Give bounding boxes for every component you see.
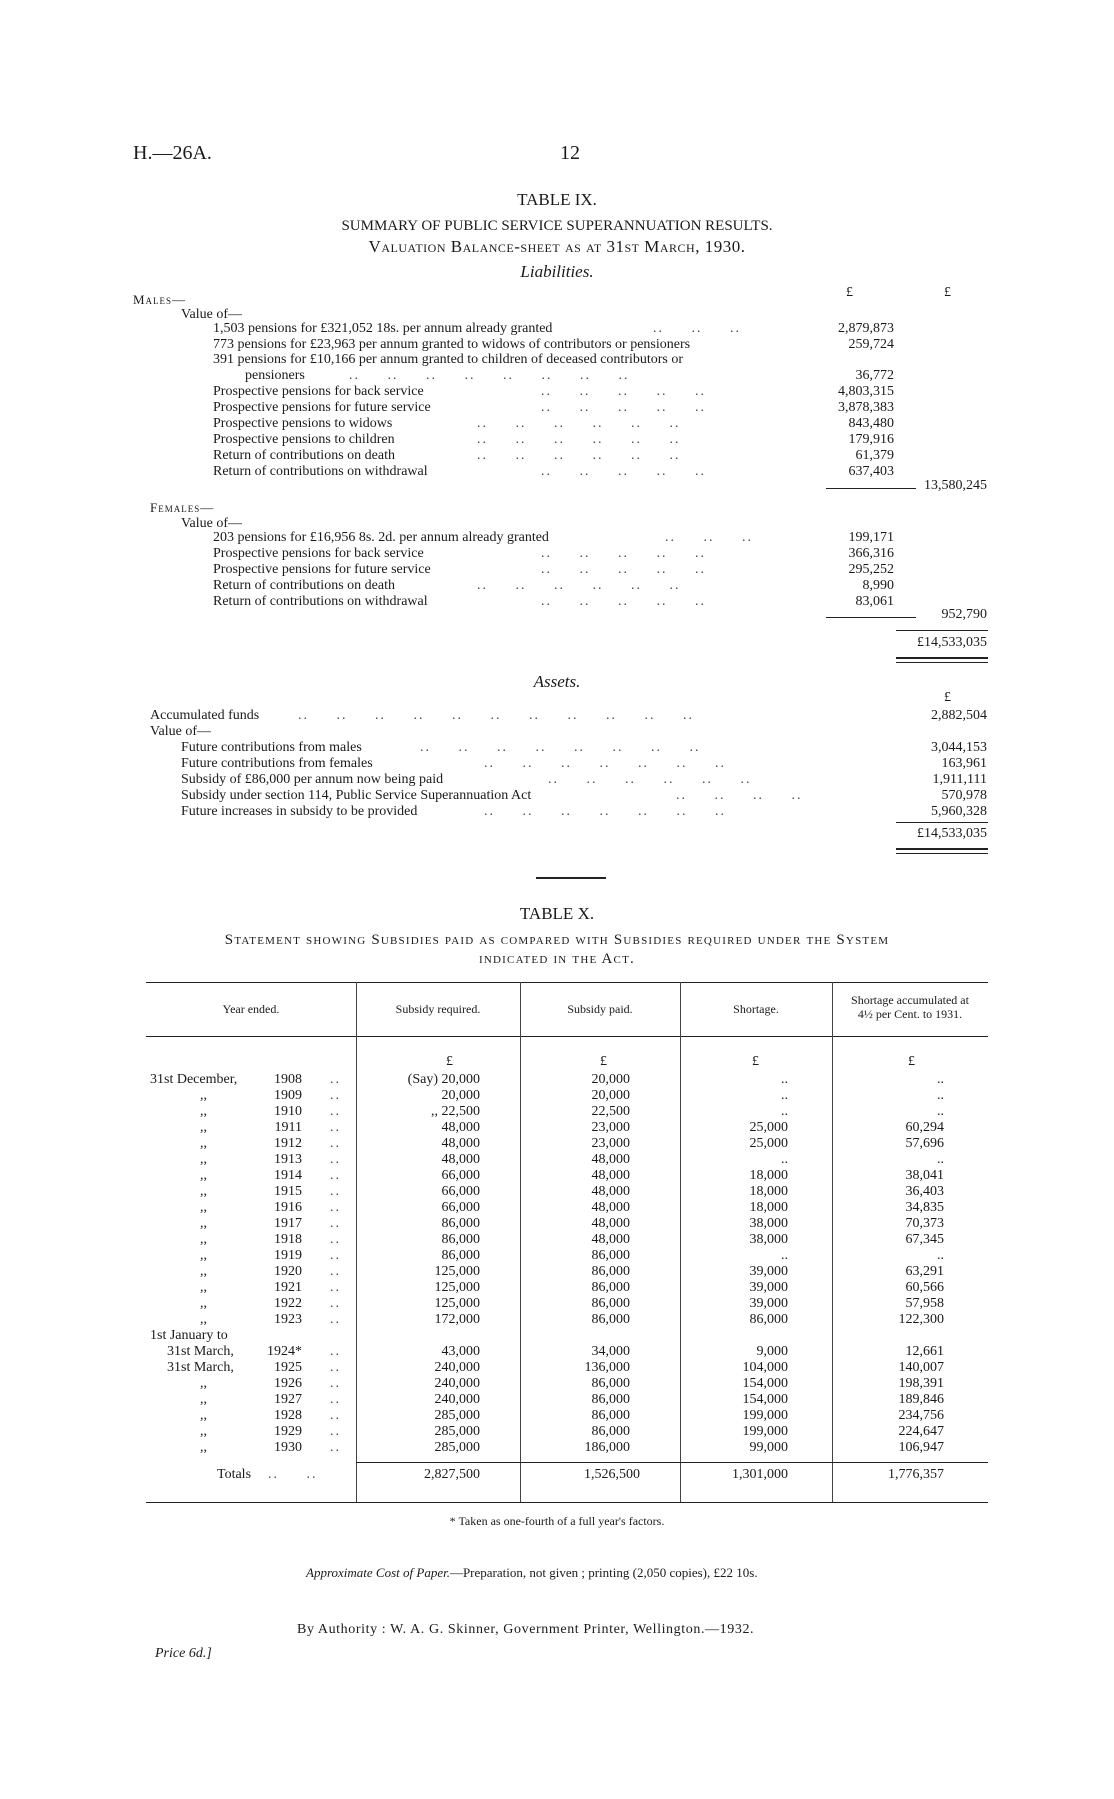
value-of-label: Value of— bbox=[150, 724, 212, 739]
subsidy-paid: 48,000 bbox=[591, 1152, 630, 1167]
year-value: 1922 bbox=[274, 1296, 302, 1311]
column-header-accumulated-rate: 4½ per Cent. to 1931. bbox=[857, 1007, 963, 1021]
females-liability-row bbox=[0, 530, 1114, 546]
subsidy-required: 48,000 bbox=[441, 1120, 480, 1135]
leader-dots: .. .. .. .. .. bbox=[541, 400, 706, 415]
leader-dots: .. .. .. .. .. .. bbox=[477, 416, 681, 431]
row-value: 2,879,873 bbox=[838, 321, 894, 336]
year-value: 1921 bbox=[274, 1280, 302, 1295]
row-label: Accumulated funds bbox=[150, 708, 260, 723]
shortage-accumulated: 36,403 bbox=[905, 1184, 944, 1199]
row-value: 637,403 bbox=[848, 464, 894, 479]
value-of-label: Value of— bbox=[181, 516, 243, 531]
shortage: 39,000 bbox=[749, 1296, 788, 1311]
subsidy-paid: 20,000 bbox=[591, 1072, 630, 1087]
row-value: 3,044,153 bbox=[931, 740, 987, 755]
year-period-label: ,, bbox=[200, 1280, 207, 1295]
row-value: 179,916 bbox=[848, 432, 894, 447]
shortage-accumulated: 106,947 bbox=[898, 1440, 944, 1455]
leader-dots: .. bbox=[330, 1168, 341, 1183]
subsidy-required: 285,000 bbox=[434, 1440, 480, 1455]
shortage-accumulated: .. bbox=[937, 1104, 944, 1119]
leader-dots: .. bbox=[330, 1232, 341, 1247]
assets-double-rule bbox=[896, 853, 988, 854]
row-label: Prospective pensions for future service bbox=[213, 400, 431, 415]
year-value: 1916 bbox=[274, 1200, 302, 1215]
row-label: Prospective pensions for future service bbox=[213, 562, 431, 577]
leader-dots: .. bbox=[330, 1280, 341, 1295]
males-liability-row bbox=[0, 352, 1114, 368]
cost-label: Approximate Cost of Paper. bbox=[306, 1565, 450, 1580]
asset-row bbox=[0, 804, 1114, 820]
currency-symbol: £ bbox=[846, 285, 853, 300]
leader-dots: .. .. .. .. .. .. .. .. bbox=[420, 740, 701, 755]
leader-dots: .. bbox=[330, 1360, 341, 1375]
assets-total-rule bbox=[896, 822, 988, 823]
row-value: 199,171 bbox=[848, 530, 894, 545]
year-value: 1912 bbox=[274, 1136, 302, 1151]
males-liability-row bbox=[0, 400, 1114, 416]
leader-dots: .. bbox=[330, 1312, 341, 1327]
subsidy-paid: 86,000 bbox=[591, 1312, 630, 1327]
row-value: 8,990 bbox=[862, 578, 894, 593]
shortage-accumulated: 67,345 bbox=[905, 1232, 944, 1247]
subsidy-required: 43,000 bbox=[441, 1344, 480, 1359]
shortage: 199,000 bbox=[742, 1424, 788, 1439]
leader-dots: .. .. .. .. .. .. bbox=[477, 578, 681, 593]
leader-dots: .. bbox=[330, 1088, 341, 1103]
year-period-label: ,, bbox=[200, 1216, 207, 1231]
shortage-accumulated: 224,647 bbox=[898, 1424, 944, 1439]
column-header-shortage: Shortage. bbox=[733, 1002, 779, 1016]
year-period-label: ,, bbox=[200, 1184, 207, 1199]
shortage-accumulated: 60,294 bbox=[905, 1120, 944, 1135]
year-value: 1909 bbox=[274, 1088, 302, 1103]
shortage-accumulated: .. bbox=[937, 1072, 944, 1087]
subsidy-paid: 34,000 bbox=[591, 1344, 630, 1359]
subsidy-paid: 86,000 bbox=[591, 1248, 630, 1263]
currency-symbol: £ bbox=[908, 1054, 915, 1069]
females-liability-row bbox=[0, 578, 1114, 594]
subsidy-required: 20,000 bbox=[441, 1088, 480, 1103]
authority-line: By Authority : W. A. G. Skinner, Government Printer, Wellington.—1932. bbox=[297, 1622, 755, 1637]
year-period-label: ,, bbox=[200, 1424, 207, 1439]
page-number: 12 bbox=[560, 142, 580, 164]
row-label: Prospective pensions to children bbox=[213, 432, 395, 447]
totals-accumulated: 1,776,357 bbox=[888, 1467, 944, 1482]
year-period-label: ,, bbox=[200, 1152, 207, 1167]
year-period-label: ,, bbox=[200, 1200, 207, 1215]
year-period-label: 31st March, bbox=[167, 1360, 234, 1375]
leader-dots: .. .. .. .. .. .. .. bbox=[484, 756, 726, 771]
year-value: 1917 bbox=[274, 1216, 302, 1231]
shortage-accumulated: 38,041 bbox=[905, 1168, 944, 1183]
year-period-label: 1st January to bbox=[150, 1328, 228, 1343]
year-value: 1911 bbox=[274, 1120, 302, 1135]
year-period-label: ,, bbox=[200, 1248, 207, 1263]
assets-row-accumulated bbox=[0, 708, 1114, 724]
year-value: 1923 bbox=[274, 1312, 302, 1327]
subsidy-paid: 86,000 bbox=[591, 1264, 630, 1279]
subsidy-required: 125,000 bbox=[434, 1280, 480, 1295]
shortage-accumulated: 63,291 bbox=[905, 1264, 944, 1279]
leader-dots: .. .. .. bbox=[665, 530, 753, 545]
leader-dots: .. .. .. .. .. .. bbox=[548, 772, 752, 787]
year-period-label: ,, bbox=[200, 1376, 207, 1391]
subsidy-paid: 48,000 bbox=[591, 1200, 630, 1215]
leader-dots: .. .. .. .. .. bbox=[541, 464, 706, 479]
section-divider bbox=[536, 877, 606, 879]
row-value: 3,878,383 bbox=[838, 400, 894, 415]
totals-shortage: 1,301,000 bbox=[732, 1467, 788, 1482]
year-value: 1913 bbox=[274, 1152, 302, 1167]
shortage: .. bbox=[781, 1072, 788, 1087]
year-period-label: 31st December, bbox=[150, 1072, 238, 1087]
price-label: Price 6d.] bbox=[155, 1646, 212, 1661]
table10-subtitle-line1: Statement showing Subsidies paid as compared with Subsidies required under the System bbox=[224, 932, 890, 948]
shortage: .. bbox=[781, 1088, 788, 1103]
liabilities-double-rule bbox=[896, 657, 988, 659]
row-value: 843,480 bbox=[848, 416, 894, 431]
males-liability-row bbox=[0, 416, 1114, 432]
leader-dots: .. .. .. .. .. bbox=[541, 594, 706, 609]
subsidy-required: 86,000 bbox=[441, 1248, 480, 1263]
row-value: 163,961 bbox=[941, 756, 987, 771]
shortage: 199,000 bbox=[742, 1408, 788, 1423]
column-header-paid: Subsidy paid. bbox=[567, 1002, 633, 1016]
row-label: Prospective pensions for back service bbox=[213, 384, 424, 399]
leader-dots: .. bbox=[330, 1072, 341, 1087]
shortage: 25,000 bbox=[749, 1120, 788, 1135]
row-value: 570,978 bbox=[941, 788, 987, 803]
asset-row bbox=[0, 772, 1114, 788]
females-liability-row bbox=[0, 562, 1114, 578]
shortage-accumulated: .. bbox=[937, 1088, 944, 1103]
currency-symbol: £ bbox=[944, 690, 951, 705]
year-value: 1920 bbox=[274, 1264, 302, 1279]
subsidy-paid: 186,000 bbox=[584, 1440, 630, 1455]
shortage-accumulated: 122,300 bbox=[898, 1312, 944, 1327]
shortage: 39,000 bbox=[749, 1280, 788, 1295]
subsidy-required: 285,000 bbox=[434, 1424, 480, 1439]
males-label: Males— bbox=[133, 292, 187, 307]
row-value: 36,772 bbox=[855, 368, 894, 383]
subsidy-paid: 48,000 bbox=[591, 1168, 630, 1183]
subsidy-required: ,, 22,500 bbox=[431, 1104, 480, 1119]
leader-dots: .. bbox=[330, 1392, 341, 1407]
asset-row bbox=[0, 788, 1114, 804]
assets-double-rule bbox=[896, 848, 988, 850]
leader-dots: .. bbox=[330, 1248, 341, 1263]
assets-heading: Assets. bbox=[533, 672, 581, 691]
shortage: 18,000 bbox=[749, 1168, 788, 1183]
subsidy-required: 66,000 bbox=[441, 1184, 480, 1199]
year-value: 1925 bbox=[274, 1360, 302, 1375]
column-header-required: Subsidy required. bbox=[395, 1002, 481, 1016]
males-liability-row bbox=[0, 448, 1114, 464]
row-label: 391 pensions for £10,166 per annum granted to children of deceased contributors or bbox=[213, 352, 684, 367]
row-label: Future increases in subsidy to be provided bbox=[181, 804, 418, 819]
row-label: 1,503 pensions for £321,052 18s. per annum already granted bbox=[213, 321, 553, 336]
table9-subtitle: SUMMARY OF PUBLIC SERVICE SUPERANNUATION RESULTS. bbox=[341, 218, 773, 234]
leader-dots: .. .. .. .. bbox=[676, 788, 803, 803]
subsidy-paid: 23,000 bbox=[591, 1136, 630, 1151]
year-period-label: ,, bbox=[200, 1296, 207, 1311]
year-value: 1908 bbox=[274, 1072, 302, 1087]
column-header-year: Year ended. bbox=[222, 1002, 280, 1016]
subsidy-required: 240,000 bbox=[434, 1376, 480, 1391]
shortage-accumulated: 57,696 bbox=[905, 1136, 944, 1151]
table10-top-rule bbox=[146, 982, 988, 983]
leader-dots: .. .. .. .. .. .. bbox=[477, 432, 681, 447]
currency-symbol: £ bbox=[446, 1054, 453, 1069]
shortage-accumulated: .. bbox=[937, 1152, 944, 1167]
shortage-accumulated: 234,756 bbox=[898, 1408, 944, 1423]
leader-dots: .. bbox=[330, 1296, 341, 1311]
table10-subtitle-line2: indicated in the Act. bbox=[479, 951, 635, 967]
row-label: Return of contributions on withdrawal bbox=[213, 594, 428, 609]
column-header-accumulated: Shortage accumulated at bbox=[851, 993, 969, 1007]
year-period-label: ,, bbox=[200, 1232, 207, 1247]
year-period-label: ,, bbox=[200, 1408, 207, 1423]
males-liability-row bbox=[0, 432, 1114, 448]
leader-dots: .. .. .. .. .. bbox=[541, 384, 706, 399]
males-liability-row bbox=[0, 384, 1114, 400]
subsidy-paid: 86,000 bbox=[591, 1424, 630, 1439]
subsidy-required: 66,000 bbox=[441, 1200, 480, 1215]
shortage-accumulated: 12,661 bbox=[905, 1344, 944, 1359]
year-value: 1924* bbox=[267, 1344, 302, 1359]
year-period-label: ,, bbox=[200, 1088, 207, 1103]
row-value: 83,061 bbox=[855, 594, 894, 609]
subsidy-paid: 136,000 bbox=[584, 1360, 630, 1375]
row-value: 2,882,504 bbox=[931, 708, 987, 723]
year-period-label: ,, bbox=[200, 1120, 207, 1135]
liabilities-total-rule bbox=[896, 630, 988, 631]
row-value: 295,252 bbox=[848, 562, 894, 577]
row-value: 259,724 bbox=[848, 337, 894, 352]
subsidy-paid: 86,000 bbox=[591, 1408, 630, 1423]
leader-dots: .. bbox=[330, 1264, 341, 1279]
leader-dots: .. bbox=[330, 1184, 341, 1199]
females-total: 952,790 bbox=[941, 607, 987, 622]
shortage: 38,000 bbox=[749, 1216, 788, 1231]
shortage: 18,000 bbox=[749, 1184, 788, 1199]
subsidy-required: 172,000 bbox=[434, 1312, 480, 1327]
subsidy-required: 48,000 bbox=[441, 1136, 480, 1151]
row-value: 5,960,328 bbox=[931, 804, 987, 819]
totals-label: Totals bbox=[217, 1467, 252, 1482]
year-period-label: ,, bbox=[200, 1136, 207, 1151]
leader-dots: .. bbox=[330, 1344, 341, 1359]
year-value: 1929 bbox=[274, 1424, 302, 1439]
leader-dots: .. bbox=[330, 1440, 341, 1455]
row-label: Subsidy under section 114, Public Service Superannuation Act bbox=[181, 788, 532, 803]
females-liability-row bbox=[0, 546, 1114, 562]
table10-header-rule bbox=[146, 1036, 988, 1037]
subsidy-required: 240,000 bbox=[434, 1360, 480, 1375]
leader-dots: .. .. .. .. .. .. .. .. .. .. .. bbox=[298, 708, 694, 723]
leader-dots: .. bbox=[330, 1104, 341, 1119]
row-label: Return of contributions on withdrawal bbox=[213, 464, 428, 479]
asset-row bbox=[0, 756, 1114, 772]
row-label: Future contributions from males bbox=[181, 740, 362, 755]
row-label: Return of contributions on death bbox=[213, 578, 395, 593]
row-value: 1,911,111 bbox=[932, 772, 987, 787]
year-period-label: ,, bbox=[200, 1264, 207, 1279]
year-value: 1918 bbox=[274, 1232, 302, 1247]
currency-symbol: £ bbox=[600, 1054, 607, 1069]
subsidy-required: 86,000 bbox=[441, 1216, 480, 1231]
year-value: 1926 bbox=[274, 1376, 302, 1391]
shortage: .. bbox=[781, 1248, 788, 1263]
subsidy-paid: 23,000 bbox=[591, 1120, 630, 1135]
subsidy-required: 48,000 bbox=[441, 1152, 480, 1167]
leader-dots: .. bbox=[330, 1424, 341, 1439]
subsidy-required: 125,000 bbox=[434, 1264, 480, 1279]
subsidy-required: 86,000 bbox=[441, 1232, 480, 1247]
year-period-label: ,, bbox=[200, 1168, 207, 1183]
subsidy-required: 125,000 bbox=[434, 1296, 480, 1311]
subsidy-paid: 86,000 bbox=[591, 1280, 630, 1295]
subsidy-paid: 22,500 bbox=[591, 1104, 630, 1119]
subsidy-paid: 86,000 bbox=[591, 1296, 630, 1311]
row-label: Future contributions from females bbox=[181, 756, 373, 771]
shortage: .. bbox=[781, 1104, 788, 1119]
year-period-label: ,, bbox=[200, 1312, 207, 1327]
document-reference: H.—26A. bbox=[133, 142, 212, 164]
cost-of-paper bbox=[306, 1565, 758, 1581]
subsidy-required: 240,000 bbox=[434, 1392, 480, 1407]
value-of-label: Value of— bbox=[181, 307, 243, 322]
liabilities-total: £14,533,035 bbox=[917, 635, 987, 650]
shortage-accumulated: .. bbox=[937, 1248, 944, 1263]
year-period-label: 31st March, bbox=[167, 1344, 234, 1359]
table10-footnote: * Taken as one-fourth of a full year's factors. bbox=[449, 1514, 665, 1528]
table10-bottom-rule bbox=[146, 1502, 988, 1503]
shortage-accumulated: 189,846 bbox=[898, 1392, 944, 1407]
leader-dots: .. .. .. .. .. bbox=[541, 562, 706, 577]
asset-row bbox=[0, 740, 1114, 756]
leader-dots: .. .. .. .. .. .. .. .. bbox=[349, 368, 630, 383]
leader-dots: .. .. .. .. .. bbox=[541, 546, 706, 561]
subsidy-required: 66,000 bbox=[441, 1168, 480, 1183]
subsidy-paid: 86,000 bbox=[591, 1376, 630, 1391]
table10-title: TABLE X. bbox=[519, 904, 595, 923]
leader-dots: .. bbox=[330, 1408, 341, 1423]
totals-rule bbox=[356, 1462, 988, 1463]
leader-dots: .. bbox=[330, 1200, 341, 1215]
subsidy-required: 285,000 bbox=[434, 1408, 480, 1423]
males-liability-row bbox=[0, 368, 1114, 384]
leader-dots: .. .. bbox=[268, 1467, 318, 1482]
shortage: .. bbox=[781, 1152, 788, 1167]
year-value: 1927 bbox=[274, 1392, 302, 1407]
males-liability-row bbox=[0, 321, 1114, 337]
row-label: 773 pensions for £23,963 per annum granted to widows of contributors or pensioners bbox=[213, 337, 691, 352]
shortage: 86,000 bbox=[749, 1312, 788, 1327]
totals-paid: 1,526,500 bbox=[584, 1467, 640, 1482]
table9-title: TABLE IX. bbox=[517, 190, 597, 209]
subsidy-paid: 48,000 bbox=[591, 1216, 630, 1231]
leader-dots: .. .. .. .. .. .. .. bbox=[484, 804, 726, 819]
year-value: 1914 bbox=[274, 1168, 302, 1183]
subsidy-paid: 86,000 bbox=[591, 1392, 630, 1407]
shortage: 18,000 bbox=[749, 1200, 788, 1215]
shortage: 99,000 bbox=[749, 1440, 788, 1455]
leader-dots: .. .. .. .. .. .. bbox=[477, 448, 681, 463]
shortage: 104,000 bbox=[742, 1360, 788, 1375]
shortage: 25,000 bbox=[749, 1136, 788, 1151]
shortage-accumulated: 57,958 bbox=[905, 1296, 944, 1311]
row-label: Subsidy of £86,000 per annum now being paid bbox=[181, 772, 444, 787]
shortage-accumulated: 60,566 bbox=[905, 1280, 944, 1295]
subsidy-paid: 48,000 bbox=[591, 1232, 630, 1247]
leader-dots: .. bbox=[330, 1120, 341, 1135]
row-value: 4,803,315 bbox=[838, 384, 894, 399]
leader-dots: .. bbox=[330, 1152, 341, 1167]
shortage-accumulated: 34,835 bbox=[905, 1200, 944, 1215]
shortage: 154,000 bbox=[742, 1392, 788, 1407]
row-value: 366,316 bbox=[848, 546, 894, 561]
males-total: 13,580,245 bbox=[924, 478, 987, 493]
leader-dots: .. bbox=[330, 1216, 341, 1231]
row-label: 203 pensions for £16,956 8s. 2d. per annum already granted bbox=[213, 530, 549, 545]
subsidy-paid: 48,000 bbox=[591, 1184, 630, 1199]
shortage-accumulated: 70,373 bbox=[905, 1216, 944, 1231]
subsidy-paid: 20,000 bbox=[591, 1088, 630, 1103]
row-label: Return of contributions on death bbox=[213, 448, 395, 463]
year-value: 1928 bbox=[274, 1408, 302, 1423]
row-value: 61,379 bbox=[855, 448, 894, 463]
liabilities-heading: Liabilities. bbox=[520, 262, 594, 281]
leader-dots: .. .. .. bbox=[653, 321, 741, 336]
shortage-accumulated: 140,007 bbox=[898, 1360, 944, 1375]
shortage: 39,000 bbox=[749, 1264, 788, 1279]
row-label: Prospective pensions to widows bbox=[213, 416, 393, 431]
year-value: 1910 bbox=[274, 1104, 302, 1119]
table9-subtitle2: Valuation Balance-sheet as at 31st March, 1930. bbox=[368, 237, 746, 256]
leader-dots: .. bbox=[330, 1376, 341, 1391]
row-label: Prospective pensions for back service bbox=[213, 546, 424, 561]
females-label: Females— bbox=[150, 500, 215, 515]
year-period-label: ,, bbox=[200, 1392, 207, 1407]
shortage-accumulated: 198,391 bbox=[898, 1376, 944, 1391]
shortage: 38,000 bbox=[749, 1232, 788, 1247]
currency-symbol: £ bbox=[752, 1054, 759, 1069]
totals-required: 2,827,500 bbox=[424, 1467, 480, 1482]
subsidy-required: (Say) 20,000 bbox=[407, 1072, 480, 1087]
row-label: pensioners bbox=[245, 368, 305, 383]
assets-total: £14,533,035 bbox=[917, 826, 987, 841]
cost-text: —Preparation, not given ; printing (2,050 copies), £22 10s. bbox=[449, 1565, 758, 1580]
currency-symbol: £ bbox=[944, 285, 951, 300]
leader-dots: .. bbox=[330, 1136, 341, 1151]
shortage: 154,000 bbox=[742, 1376, 788, 1391]
year-period-label: ,, bbox=[200, 1440, 207, 1455]
males-liability-row bbox=[0, 337, 1114, 353]
liabilities-double-rule bbox=[896, 662, 988, 663]
year-value: 1930 bbox=[274, 1440, 302, 1455]
year-value: 1919 bbox=[274, 1248, 302, 1263]
year-period-label: ,, bbox=[200, 1104, 207, 1119]
year-value: 1915 bbox=[274, 1184, 302, 1199]
shortage: 9,000 bbox=[756, 1344, 788, 1359]
